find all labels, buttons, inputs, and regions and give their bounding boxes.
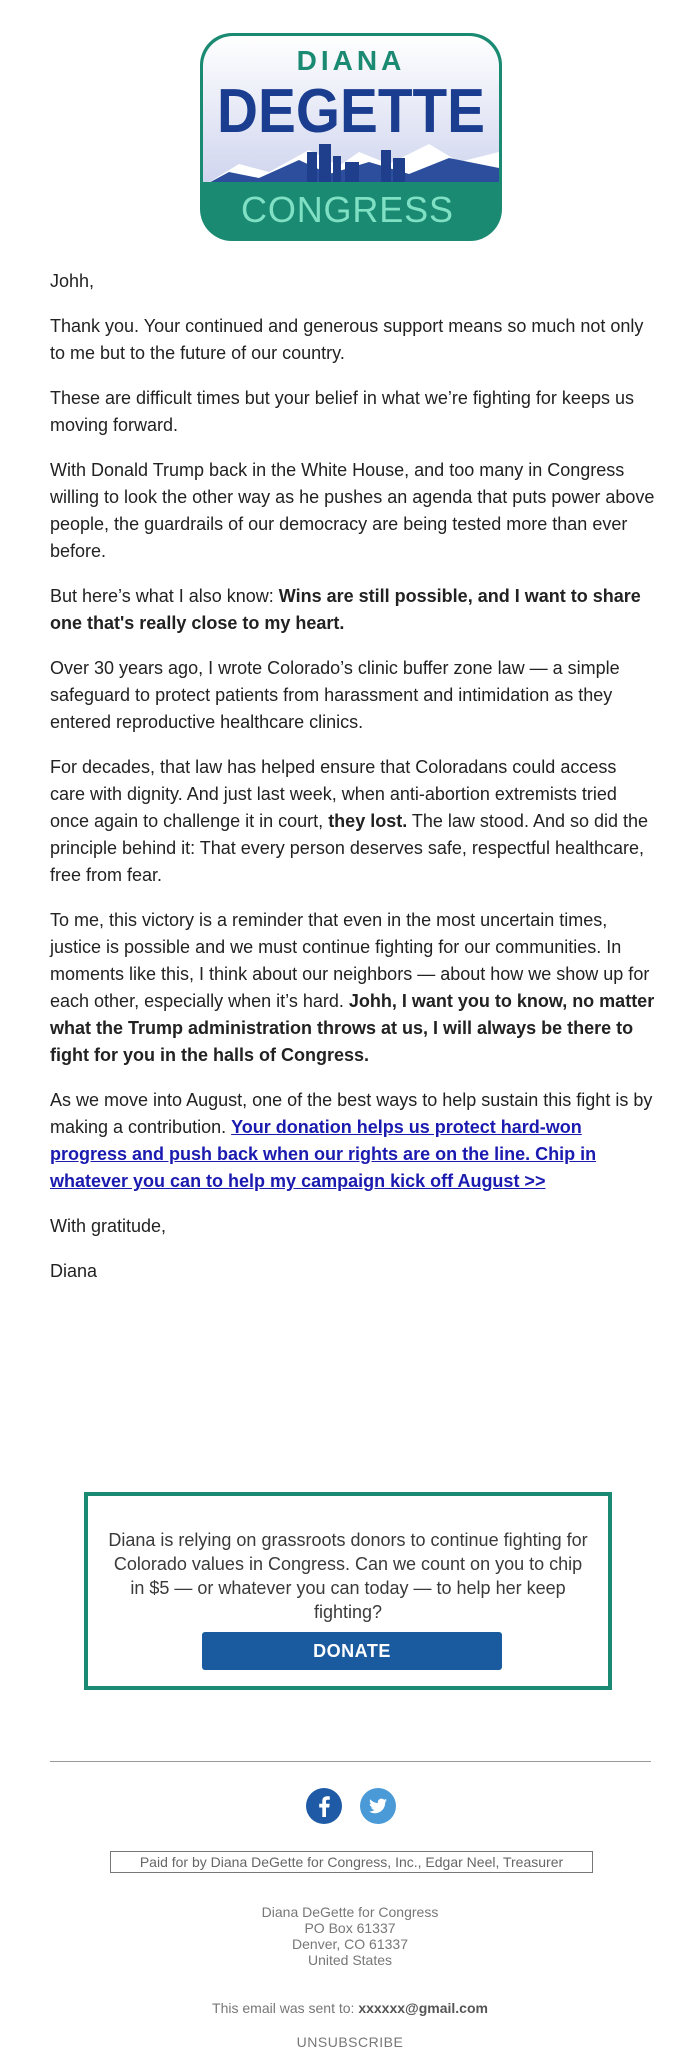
paragraph-6-bold: they lost. [328,811,408,831]
address-line: Denver, CO 61337 [292,1936,408,1952]
greeting: Johh, [50,271,95,291]
facebook-glyph [306,1788,342,1824]
paragraph-7-bold: Johh, I want you to know, no matter what the Trump administration throws at us, I will always be there to fight for you in the halls of Congress. [50,991,655,1065]
address-line: Diana DeGette for Congress [261,1904,439,1920]
paragraph-7-text: To me, this victory is a reminder that even in the most uncertain times, justice is possible and we must continue fighting for our communities. In moments like this, I think about our neighbors — about how we show up for each other, especially when it’s hard. [50,910,650,1011]
facebook-icon[interactable] [306,1788,342,1824]
paragraph-4-text: But here’s what I also know: [50,586,279,606]
donate-appeal-text: Diana is relying on grassroots donors to continue fighting for Colorado values in Congress. Can we count on you to chip in $5 — or whatever you can today — to help her keep fighting? [108,1530,588,1622]
signature: Diana [50,1261,98,1281]
paragraph-1: Thank you. Your continued and generous support means so much not only to me but to the future of our country. [50,316,644,363]
mailing-address [200,1904,500,1968]
paragraph-5: Over 30 years ago, I wrote Colorado’s clinic buffer zone law — a simple safeguard to protect patients from harassment and intimidation as they entered reproductive healthcare clinics. [50,658,620,732]
sent-to-notice [150,2000,550,2016]
paragraph-6-text: For decades, that law has helped ensure that Coloradans could access care with dignity. And just last week, when anti-abortion extremists tried once again to challenge it in court, [50,757,617,831]
paragraph-7 [50,907,655,1069]
address-line: United States [307,1952,393,1968]
twitter-glyph [360,1788,396,1824]
campaign-logo [199,32,503,242]
sent-to-label: This email was sent to: [212,2000,359,2016]
closing: With gratitude, [50,1216,167,1236]
paragraph-4 [50,583,655,637]
paragraph-3: With Donald Trump back in the White House, and too many in Congress willing to look the other way as he pushes an agenda that puts power above people, the guardrails of our democracy are being tested more than ever before. [50,460,655,561]
twitter-icon[interactable] [360,1788,396,1824]
donate-box [84,1492,612,1690]
letter-body [50,268,655,1303]
paragraph-6 [50,754,655,889]
logo-last-name: DEGETTE [217,77,485,146]
paid-for-disclaimer: Paid for by Diana DeGette for Congress, Inc., Edgar Neel, Treasurer [110,1851,593,1873]
footer-divider [50,1761,651,1762]
donation-link[interactable]: Your donation helps us protect hard-won progress and push back when our rights are on the line. Chip in whatever you can to help my campaign kick off August >> [50,1117,597,1191]
logo-first-name: DIANA [296,45,406,76]
campaign-logo-graphic [199,32,503,242]
unsubscribe-link[interactable]: UNSUBSCRIBE [296,2034,404,2050]
paragraph-8 [50,1087,655,1195]
donate-button[interactable]: DONATE [202,1632,502,1670]
address-line: PO Box 61337 [304,1920,396,1936]
recipient-email: xxxxxx@gmail.com [358,2000,488,2016]
paragraph-2: These are difficult times but your belief in what we’re fighting for keeps us moving forward. [50,388,634,435]
paragraph-4-bold: Wins are still possible, and I want to share one that's really close to my heart. [50,586,641,633]
paragraph-8-text: As we move into August, one of the best ways to help sustain this fight is by making a contribution. [50,1090,653,1137]
logo-office: CONGRESS [241,189,461,230]
paragraph-6-end: The law stood. And so did the principle behind it: That every person deserves safe, respectful healthcare, free from fear. [50,811,649,885]
